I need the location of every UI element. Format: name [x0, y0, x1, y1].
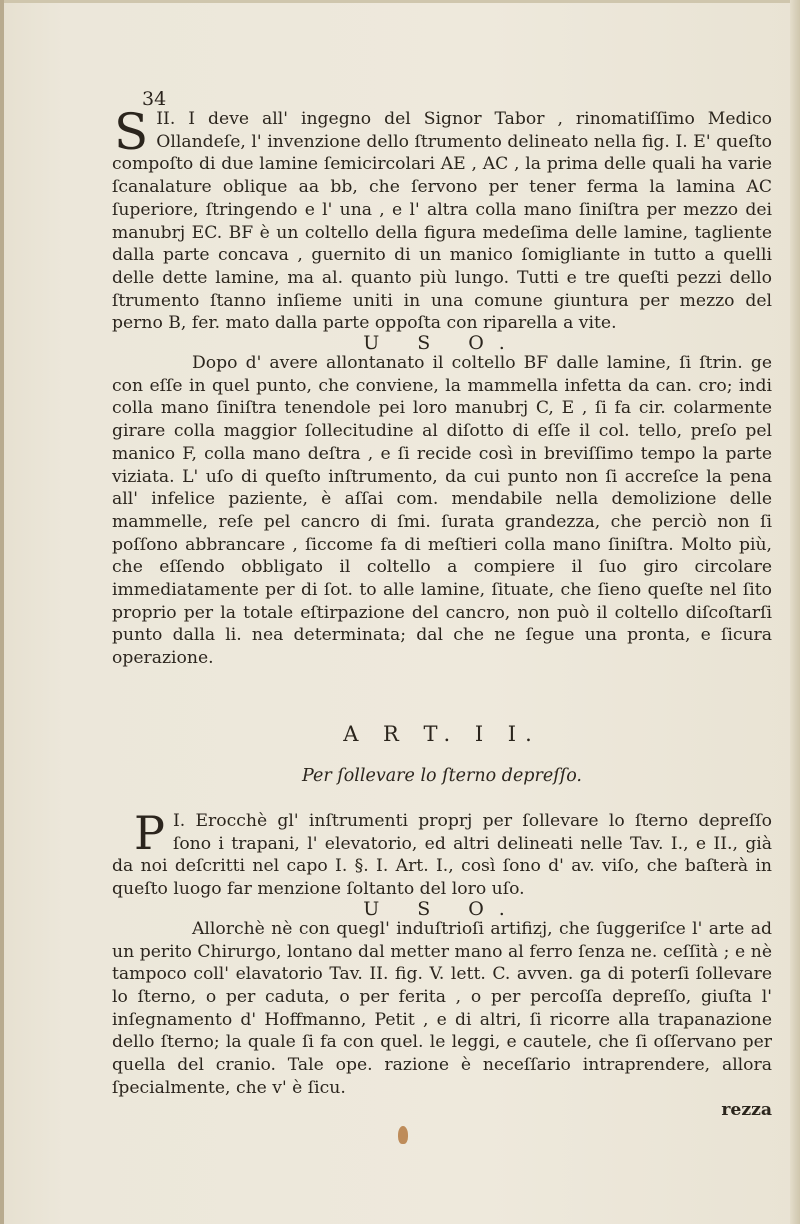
paragraph-intro — [112, 806, 773, 901]
uso-paragraph: Allorchè nè con quegl' induſtrioſi artifizj, che ſuggeriſce l' arte ad un perito Chirurgo, lontano dal metter mano al ferro ſenza ne. ceſſità ; e nè tampoco coll' elavatorio Tav. II. fig. V. lett. C. avven. ga di poterſi ſollevare lo ſterno, o per caduta, o per ferita , o per percoſſa depreſſo, giuſta l' inſegnamento d' Hoffmanno, Petit , e di altri, ſi ricorre alla trapanazione dello ſterno; la quale ſi fa con quel. le leggi, e cautele, che ſi oſſervano per quella del cranio. Tale ope. razione è neceſſario intraprendere, allora ſpecialmente, che v' è ſicu. — [112, 918, 772, 1098]
paragraph-label: II. — [156, 109, 176, 129]
uso-heading: U S O. — [363, 332, 521, 355]
uso-heading: U S O. — [363, 897, 521, 920]
paragraph-intro — [112, 103, 773, 335]
catchword: rezza — [721, 1100, 772, 1121]
section-sternum — [112, 806, 773, 1122]
page-left-edge — [0, 0, 4, 1224]
drop-cap: S — [114, 103, 149, 161]
article-subtitle: Per ſollevare lo ſterno depreſſo. — [302, 766, 582, 786]
paragraph-label: I. — [172, 811, 186, 831]
intro-line: ſono i trapani, l' elevatorio, ed altri delineati nelle Tav. I., — [172, 833, 689, 854]
page-number: 34 — [142, 88, 167, 110]
intro-line: Ollandeſe, l' invenzione dello ſtrumento delineato nella fig. I. — [156, 131, 688, 152]
instrument-description: E' queſto compoſto di due lamine ſemicircolari AE , AC , la prima delle quali ha varie ſcanalature oblique aa bb, che ſervono per tener ferma la lamina AC ſuperiore, ſtringendo e l' una , e l' altra colla mano ſiniſtra per mezzo dei manubrj EC. BF è un coltello della figura medeſima delle lamine, tagliente dalla parte concava , guernito di un manico ſomigliante in tutto a quelli delle dette lamine, ma al. quanto più lungo. Tutti e tre queſti pezzi dello ſtrumento ſtanno inſieme uniti in una comune giuntura per mezzo del perno B, fer. mato dalla parte oppoſta con riparella a vite. — [112, 131, 772, 334]
ink-stain — [398, 1126, 408, 1144]
uso-paragraph: Dopo d' avere allontanato il coltello BF dalle lamine, ſi ſtrin. ge con eſſe in quel punto, che conviene, la mammella infetta da can. cro; indi colla mano ſiniſtra tenendole pei loro manubrj C, E , ſi fa cir. colarmente girare colla maggior ſollecitudine al diſotto di eſſe il col. tello, preſo pel manico F, colla mano deſtra , e ſi recide così in breviſſimo tempo la parte viziata. L' uſo di queſto inſtrumento, da cui punto non ſi accreſce la pena all' infelice paziente, è aſſai com. mendabile nella demolizione delle mammelle, reſe pel cancro di ſmi. ſurata grandezza, che perciò non ſi poſſono abbrancare , ſiccome fa di meſtieri colla mano ſiniſtra. Molto più, che eſſendo obbligato il coltello a compiere il ſuo giro circolare immediatamente per di ſot. to alle lamine, ſituate, che ſieno queſte nel ſito proprio per la totale eſtirpazione del cancro, non può il coltello diſcoſtarſi punto dalla li. nea determinata; dal che ne ſegue una pronta, e ſicura operazione. — [112, 353, 772, 669]
intro-line: I deve all' ingegno del Signor Tabor , rinomatiſſimo Medico — [188, 109, 773, 129]
drop-cap: P — [134, 806, 165, 860]
section-tabor-instrument — [112, 103, 773, 670]
intro-line: Erocchè gl' inſtrumenti proprj per ſollevare lo ſterno depreſſo — [195, 811, 772, 831]
page-right-edge — [790, 0, 800, 1224]
sternum-description: e II., già da noi deſcritti nel capo I. §. I. Art. I., così ſono d' av. viſo, che baſterà in queſto luogo far menzione ſoltanto del loro uſo. — [112, 833, 773, 900]
article-heading: A R T. I I. — [343, 722, 541, 746]
page-top-edge — [0, 0, 800, 3]
